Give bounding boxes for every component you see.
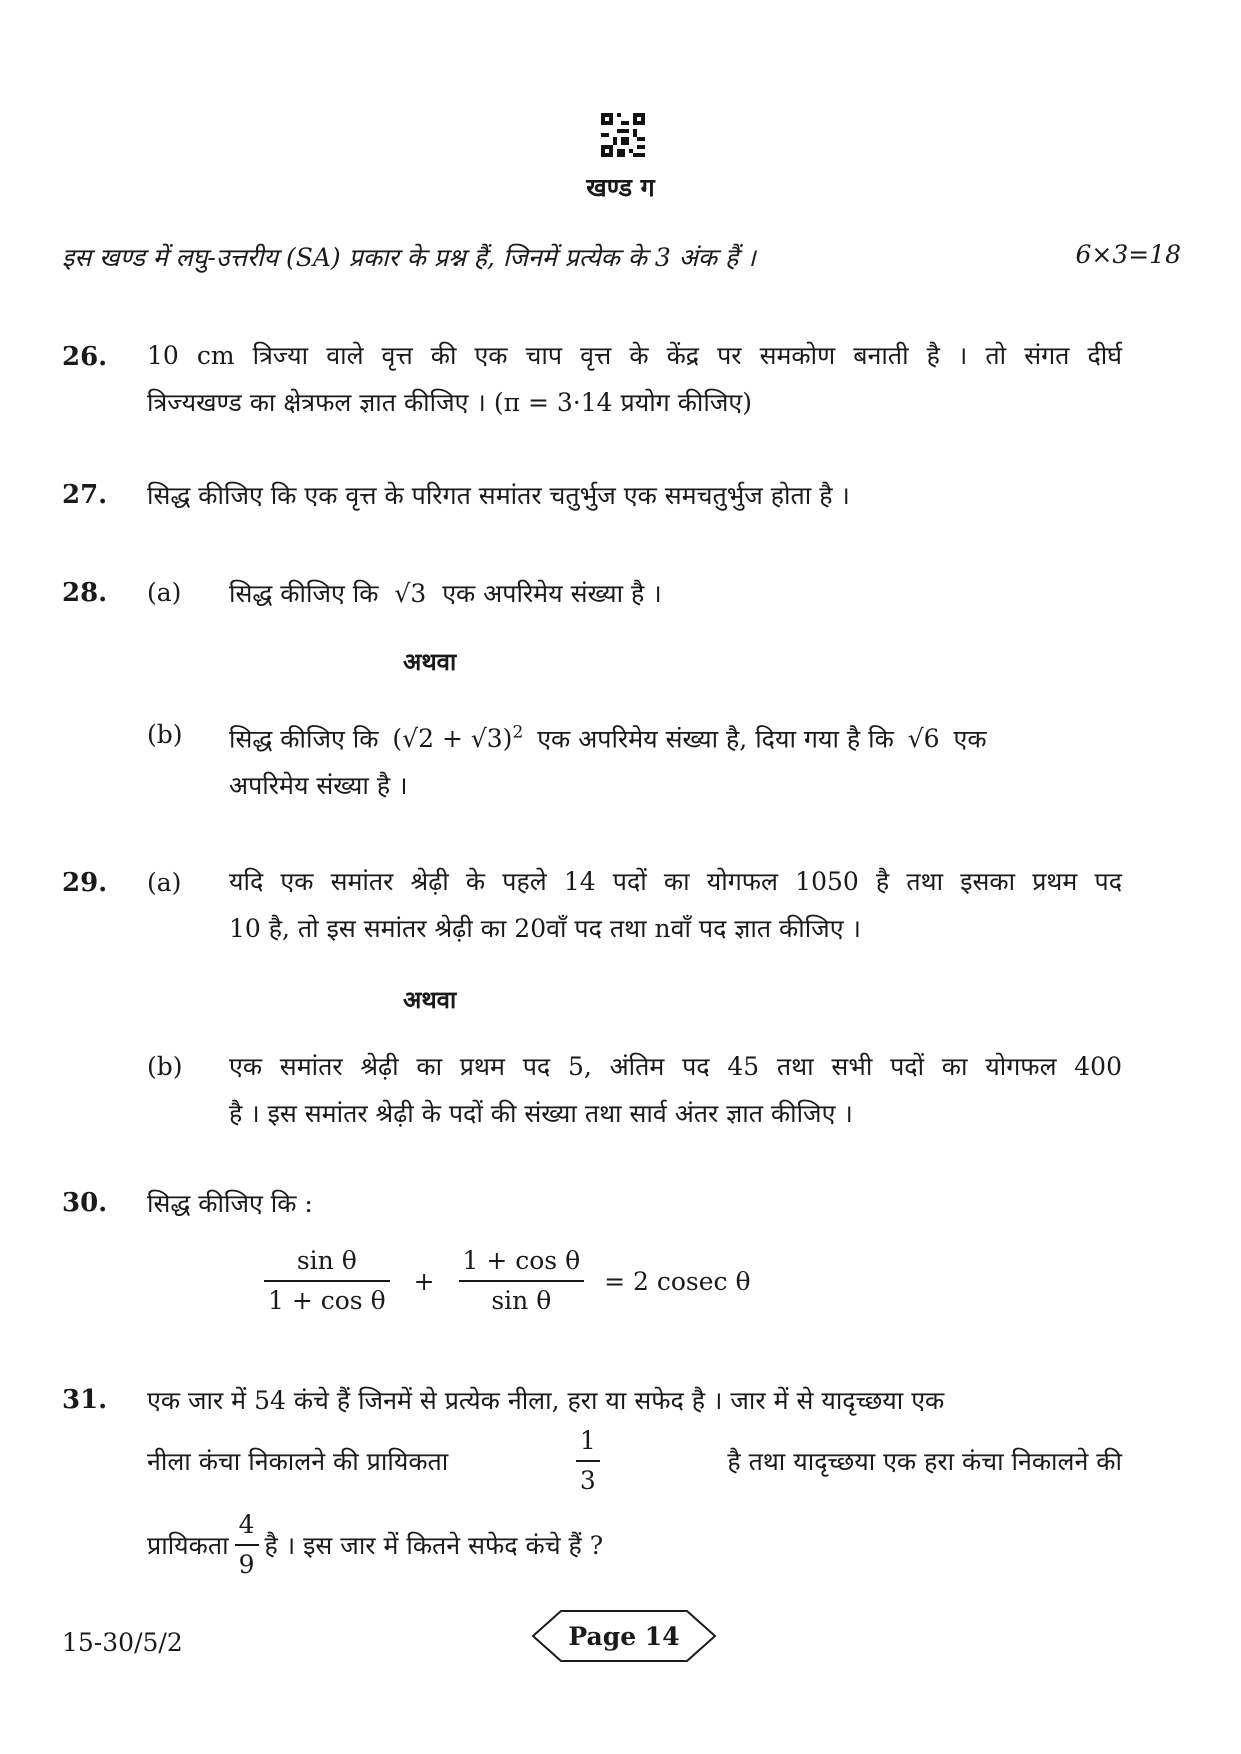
question-number-30: 30. bbox=[62, 1188, 108, 1218]
q28-a-text bbox=[229, 570, 1122, 617]
question-number-27: 27. bbox=[62, 480, 108, 510]
page-number-badge bbox=[531, 1607, 717, 1665]
question-number-28: 28. bbox=[62, 578, 108, 608]
question-26-line-2: त्रिज्यखण्ड का क्षेत्रफल ज्ञात कीजिए । (π = 3·14 प्रयोग कीजिए) bbox=[147, 388, 752, 417]
q31-probability-green bbox=[235, 1510, 259, 1580]
q28-b-mid: एक अपरिमेय संख्या है, दिया गया है कि bbox=[537, 724, 894, 754]
q28-b-label: (b) bbox=[147, 720, 183, 749]
q31-p2-numerator: 4 bbox=[235, 1510, 259, 1546]
question-number-31: 31. bbox=[62, 1385, 108, 1415]
q31-p2-denominator: 9 bbox=[238, 1550, 255, 1579]
q31-p1-numerator: 1 bbox=[576, 1426, 600, 1462]
q30-f2-denominator: sin θ bbox=[491, 1286, 552, 1315]
page-number: Page 14 bbox=[568, 1622, 680, 1651]
q30-f2-numerator: 1 + cos θ bbox=[459, 1246, 585, 1282]
q29-or: अथवा bbox=[403, 985, 457, 1014]
q29-a-line-2: 10 है, तो इस समांतर श्रेढ़ी का 20वाँ पद तथा nवाँ पद ज्ञात कीजिए । bbox=[229, 914, 861, 943]
q29-b-line-1: एक समांतर श्रेढ़ी का प्रथम पद 5, अंतिम पद 45 तथा सभी पदों का योगफल 400 bbox=[229, 1052, 1122, 1081]
q28-b-pre: सिद्ध कीजिए कि bbox=[229, 724, 379, 754]
q28-a-pre: सिद्ध कीजिए कि bbox=[229, 579, 379, 608]
q28-b-line-2: अपरिमेय संख्या है । bbox=[229, 771, 408, 801]
q29-a-text bbox=[229, 858, 1122, 952]
q29-a-line-1: यदि एक समांतर श्रेढ़ी के पहले 14 पदों का योगफल 1050 है तथा इसका प्रथम पद bbox=[229, 867, 1122, 896]
q31-line2-pre: नीला कंचा निकालने की प्रायिकता bbox=[147, 1447, 449, 1476]
q29-b-text bbox=[229, 1043, 1122, 1137]
q28-b-post: एक bbox=[953, 724, 987, 754]
q30-rhs: = 2 cosec θ bbox=[604, 1266, 751, 1296]
q28-or: अथवा bbox=[403, 647, 457, 676]
q30-equation bbox=[258, 1246, 751, 1316]
q28-b-line-1 bbox=[229, 710, 1122, 762]
q29-b-line-2: है । इस समांतर श्रेढ़ी के पदों की संख्या तथा सार्व अंतर ज्ञात कीजिए । bbox=[229, 1099, 853, 1128]
q30-plus: + bbox=[413, 1266, 435, 1296]
q31-p1-denominator: 3 bbox=[579, 1466, 596, 1495]
q28-a-post: एक अपरिमेय संख्या है । bbox=[442, 579, 662, 608]
question-26-text bbox=[147, 332, 1122, 426]
question-31-line-1: एक जार में 54 कंचे हैं जिनमें से प्रत्येक नीला, हरा या सफेद है । जार में से यादृच्छया एक bbox=[147, 1386, 945, 1415]
q28-b-math bbox=[392, 724, 523, 753]
q30-fraction-2 bbox=[459, 1246, 585, 1316]
question-number-29: 29. bbox=[62, 868, 108, 898]
q30-f1-denominator: 1 + cos θ bbox=[268, 1286, 386, 1315]
q29-b-label: (b) bbox=[147, 1052, 183, 1081]
q28-b-math-base: (√2 + √3) bbox=[392, 724, 513, 754]
question-number-26: 26. bbox=[62, 342, 108, 372]
section-marks: 6×3=18 bbox=[1075, 240, 1181, 269]
q31-line2-post: है तथा यादृच्छया एक हरा कंचा निकालने की bbox=[727, 1447, 1122, 1476]
q30-fraction-1 bbox=[264, 1246, 390, 1316]
section-title: खण्ड ग bbox=[586, 173, 655, 202]
question-26-line-1: 10 cm त्रिज्या वाले वृत्त की एक चाप वृत्त के केंद्र पर समकोण बनाती है । तो संगत दीर्घ bbox=[147, 341, 1122, 370]
q28-b-math-exponent: 2 bbox=[512, 723, 524, 743]
paper-code: 15-30/5/2 bbox=[62, 1628, 183, 1657]
q31-line3-post: है । इस जार में कितने सफेद कंचे हैं ? bbox=[264, 1531, 604, 1560]
q28-a-math: √3 bbox=[394, 579, 427, 608]
qr-code-icon bbox=[601, 113, 645, 157]
q28-b-math-2: √6 bbox=[907, 724, 940, 754]
section-instruction: इस खण्ड में लघु-उत्तरीय (SA) प्रकार के प्रश्न हैं, जिनमें प्रत्येक के 3 अंक हैं । bbox=[62, 243, 756, 272]
q29-a-label: (a) bbox=[147, 868, 182, 897]
q31-probability-blue bbox=[576, 1426, 600, 1496]
q28-b-text bbox=[229, 710, 1122, 809]
q31-line3-pre: प्रायिकता bbox=[147, 1531, 229, 1560]
question-27-text: सिद्ध कीजिए कि एक वृत्त के परिगत समांतर चतुर्भुज एक समचतुर्भुज होता है । bbox=[147, 481, 850, 510]
question-31-line-3 bbox=[147, 1510, 603, 1580]
question-31-line-2 bbox=[147, 1426, 1122, 1496]
q28-a-label: (a) bbox=[147, 578, 182, 607]
question-30-text: सिद्ध कीजिए कि : bbox=[147, 1189, 313, 1218]
q30-f1-numerator: sin θ bbox=[264, 1246, 390, 1282]
